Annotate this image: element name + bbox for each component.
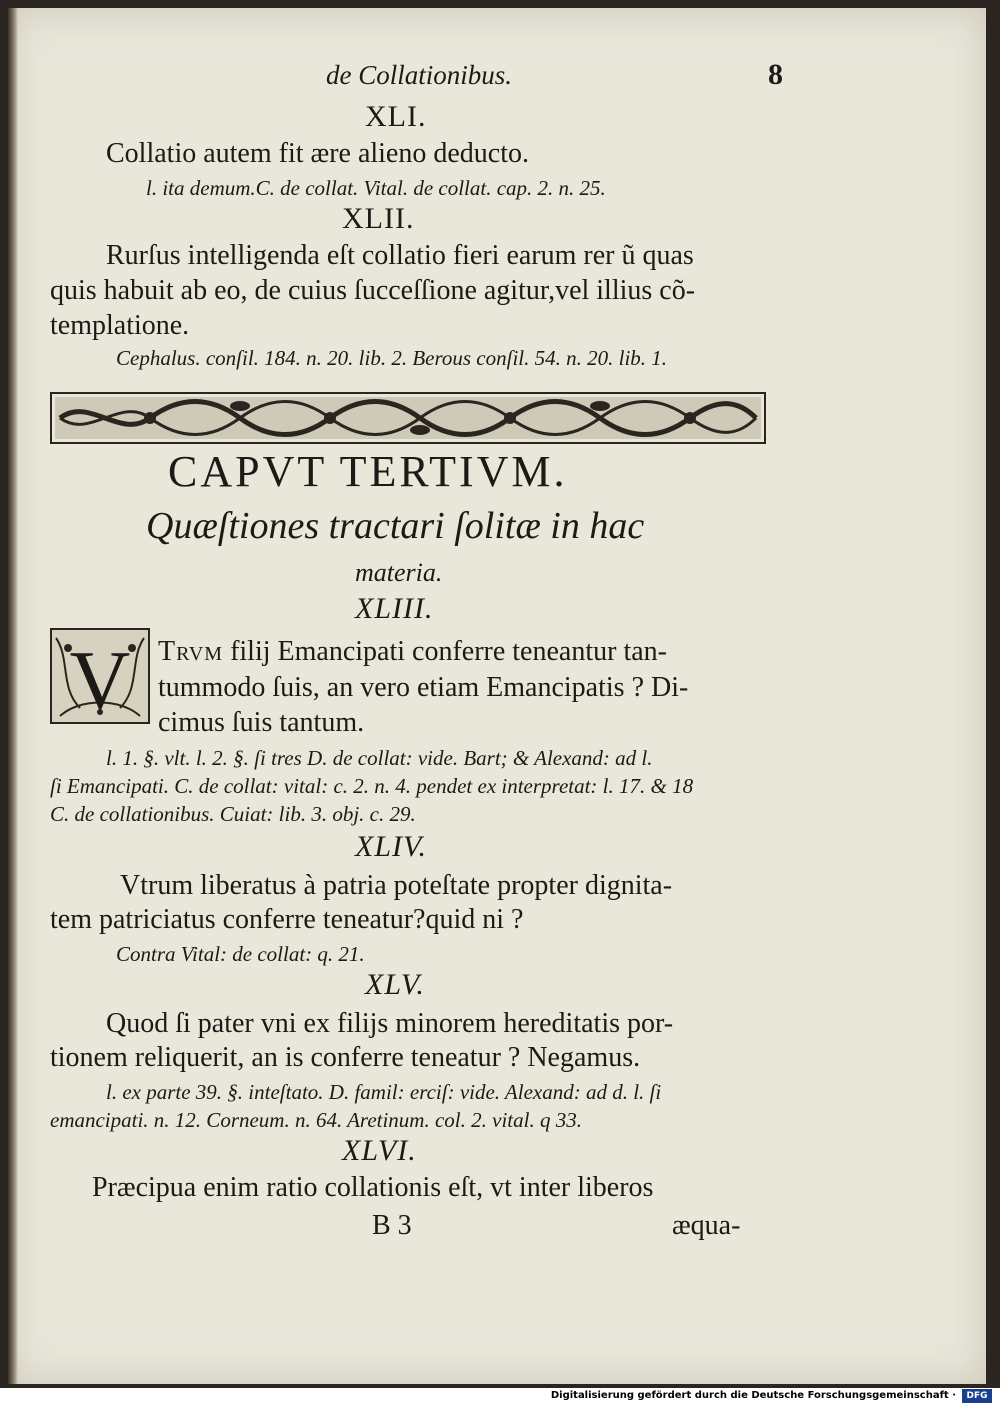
section-xliii-citation-2: ſi Emancipati. C. de collat: vital: c. 2. n. 4. pendet ex interpretat: l. 17. & 18 xyxy=(50,774,694,798)
book-spine xyxy=(8,8,18,1384)
section-xli-citation: l. ita demum.C. de collat. Vital. de collat. cap. 2. n. 25. xyxy=(146,176,606,200)
digitization-notice: Digitalisierung gefördert durch die Deutsche Forschungsgemeinschaft · xyxy=(550,1390,956,1401)
section-xliii-line-1 xyxy=(158,636,667,668)
section-xliii-citation-1: l. 1. §. vlt. l. 2. §. ſi tres D. de collat: vide. Bart; & Alexand: ad l. xyxy=(106,746,653,770)
section-xliii-line-3: cimus ſuis tantum. xyxy=(158,707,365,738)
section-xliii-first-word: Trvm xyxy=(158,636,224,667)
section-xlii-citation: Cephalus. conſil. 184. n. 20. lib. 2. Berous conſil. 54. n. 20. lib. 1. xyxy=(116,346,668,370)
section-xlv-heading: XLV. xyxy=(365,968,425,1001)
section-xlvi-line-1: Præcipua enim ratio collationis eſt, vt inter liberos xyxy=(92,1172,654,1203)
section-xliii-heading: XLIII. xyxy=(355,592,434,625)
section-xlv-citation-2: emancipati. n. 12. Corneum. n. 64. Aretinum. col. 2. vital. q 33. xyxy=(50,1108,582,1132)
decorated-initial-v xyxy=(50,628,150,724)
section-xliii-line-1-text: filij Emancipati conferre teneantur tan- xyxy=(230,636,667,667)
section-xlvi-heading: XLVI. xyxy=(342,1134,417,1167)
section-xlii-line-2: quis habuit ab eo, de cuius ſucceſſione agitur,vel illius cõ- xyxy=(50,275,696,306)
running-head: de Collationibus. xyxy=(326,60,513,90)
section-xli-heading: XLI. xyxy=(365,100,427,133)
chapter-title: CAPVT TERTIVM. xyxy=(168,447,568,496)
book-page xyxy=(8,8,986,1384)
catchword: æqua- xyxy=(672,1210,741,1241)
section-xliii-line-2: tummodo ſuis, an vero etiam Emancipatis ? Di- xyxy=(158,672,689,703)
section-xlii-line-3: templatione. xyxy=(50,310,190,341)
initial-letter: V xyxy=(69,634,131,724)
chapter-subtitle-line-2: materia. xyxy=(355,558,443,587)
section-xli-text: Collatio autem fit ære alieno deducto. xyxy=(106,138,529,169)
chapter-subtitle-line-1: Quæſtiones tractari ſolitæ in hac xyxy=(146,505,645,547)
section-xlv-citation-1: l. ex parte 39. §. inteſtato. D. famil: erciſ: vide. Alexand: ad d. l. ſi xyxy=(106,1080,662,1104)
section-xlv-line-2: tionem reliquerit, an is conferre teneatur ? Negamus. xyxy=(50,1042,641,1073)
section-xlii-line-1: Rurſus intelligenda eſt collatio fieri earum rer ũ quas xyxy=(106,240,694,271)
section-xliv-citation: Contra Vital: de collat: q. 21. xyxy=(116,942,365,966)
section-xlv-line-1: Quod ſi pater vni ex filijs minorem hereditatis por- xyxy=(106,1008,674,1039)
ornament-band xyxy=(50,392,766,444)
folio-number: 8 xyxy=(768,58,783,91)
section-xlii-heading: XLII. xyxy=(342,202,415,235)
dfg-logo: DFG xyxy=(962,1389,992,1403)
digitization-footer xyxy=(0,1388,1000,1407)
section-xliii-citation-3: C. de collationibus. Cuiat: lib. 3. obj. c. 29. xyxy=(50,802,416,826)
signature-mark: B 3 xyxy=(372,1210,412,1241)
section-xliv-line-2: tem patriciatus conferre teneatur?quid ni ? xyxy=(50,904,524,935)
section-xliv-line-1: Vtrum liberatus à patria poteſtate propter dignita- xyxy=(120,870,673,901)
section-xliv-heading: XLIV. xyxy=(355,830,427,863)
